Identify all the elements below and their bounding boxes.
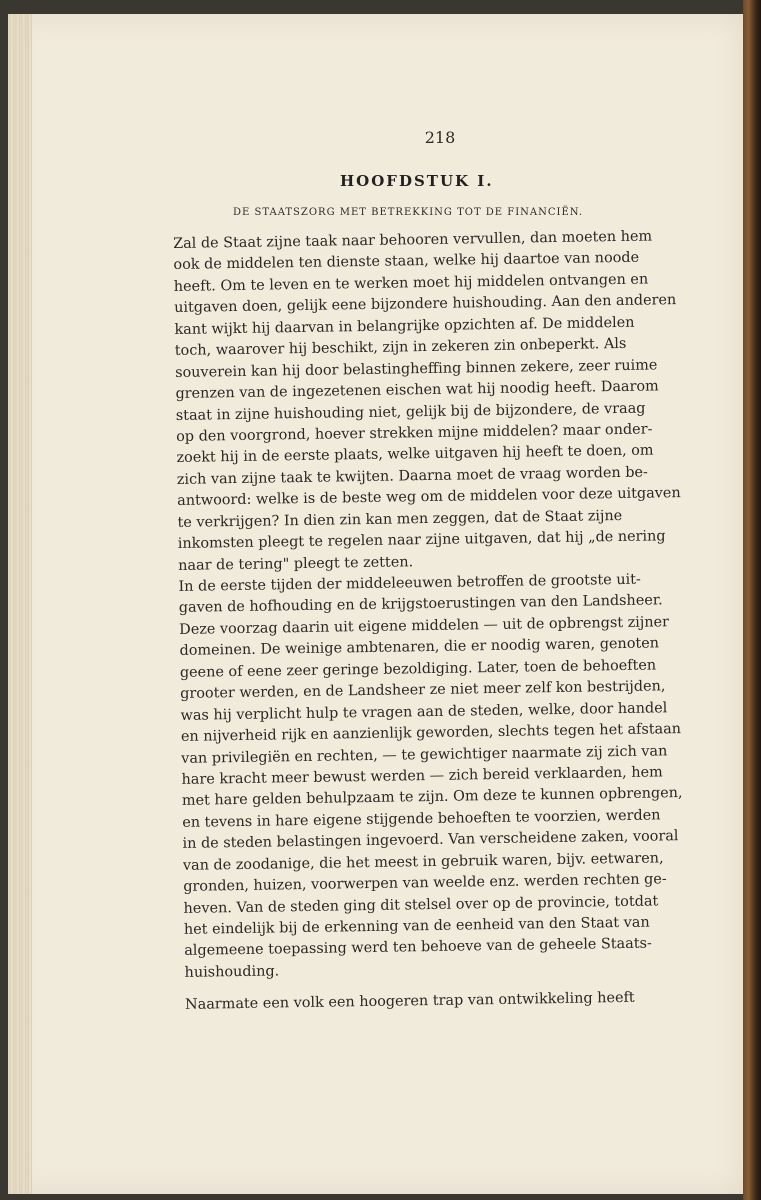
text-line: te verkrijgen? In dien zin kan men zeggen, dat de Staat zijne [177, 507, 623, 531]
page-number: 218 [424, 128, 456, 147]
text-line: op den voorgrond, hoever strekken mijne middelen? maar onder- [176, 421, 653, 445]
text-line: Deze voorzag daarin uit eigene middelen — uit de opbrengst zijner [179, 614, 670, 638]
text-line: gronden, huizen, voorwerpen van weelde enz. werden rechten ge- [183, 871, 667, 896]
text-line: grenzen van de ingezetenen eischen wat hij noodig heeft. Daarom [175, 378, 659, 403]
text-line: algemeene toepassing werd ten behoeve van de geheele Staats- [184, 936, 652, 960]
text-line: uitgaven doen, gelijk eene bijzondere huishouding. Aan den anderen [174, 292, 677, 317]
text-line: en tevens in hare eigene stijgende behoeften te voorzien, werden [182, 807, 661, 831]
text-line: staat in zijne huishouding niet, gelijk bij de bijzondere, de vraag [175, 400, 646, 424]
text-line: ook de middelen ten dienste staan, welke hij daartoe van noode [173, 250, 640, 274]
text-line: was hij verplicht hulp te vragen aan de steden, welke, door handel [180, 699, 668, 724]
text-line: hare kracht meer bewust werden — zich bereid verklaarden, hem [181, 764, 663, 788]
text-line: van privilegiën en rechten, — te gewichtiger naarmate zij zich van [181, 742, 668, 767]
binding-gutter [8, 14, 32, 1194]
chapter-title: HOOFDSTUK I. [340, 172, 494, 190]
text-line: het eindelijk bij de erkenning van de eenheid van den Staat van [183, 914, 650, 938]
text-line: huishouding. [184, 963, 280, 981]
text-line: heven. Van de steden ging dit stelsel over op de provincie, totdat [183, 893, 659, 917]
text-line: grooter werden, en de Landsheer ze niet meer zelf kon bestrijden, [180, 678, 666, 703]
text-line: zoekt hij in de eerste plaats, welke uitgaven hij heeft te doen, om [176, 442, 654, 467]
text-line: Naarmate een volk een hoogeren trap van ontwikkeling heeft [184, 990, 635, 1014]
book-cover-edge [743, 0, 761, 1200]
text-line: toch, waarover hij beschikt, zijn in zekeren zin onbeperkt. Als [174, 336, 627, 360]
text-line: heeft. Om te leven en te werken moet hij middelen ontvangen en [173, 271, 649, 295]
chapter-subtitle: DE STAATSZORG MET BETREKKING TOT DE FINANCIËN. [233, 207, 584, 218]
text-line: Zal de Staat zijne taak naar behooren vervullen, dan moeten hem [173, 228, 653, 252]
text-line: naar de tering" pleegt te zetten. [178, 553, 414, 574]
text-line: met hare gelden behulpzaam te zijn. Om deze te kunnen opbrengen, [181, 785, 683, 810]
text-line: domeinen. De weinige ambtenaren, die er noodig waren, genoten [179, 635, 660, 660]
text-line: antwoord: welke is de beste weg om de middelen voor deze uitgaven [177, 485, 681, 510]
text-line: In de eerste tijden der middeleeuwen betroffen de grootste uit- [178, 571, 641, 595]
text-line: en nijverheid rijk en aanzienlijk geworden, slechts tegen het afstaan [180, 721, 682, 745]
text-line: gaven de hofhouding en de krijgstoerustingen van den Landsheer. [178, 592, 663, 617]
text-line: kant wijkt hij daarvan in belangrijke opzichten af. De middelen [174, 314, 635, 338]
body-text [173, 226, 725, 1017]
text-line: in de steden belastingen ingevoerd. Van verscheidene zaken, vooral [182, 828, 679, 853]
text-line: van de zoodanige, die het meest in gebruik waren, bijv. eetwaren, [182, 850, 664, 874]
text-line: zich van zijne taak te kwijten. Daarna moet de vraag worden be- [176, 464, 648, 488]
text-line: geene of eene zeer geringe bezoldiging. Later, toen de behoeften [179, 657, 657, 681]
text-line: souverein kan hij door belastingheffing binnen zekere, zeer ruime [175, 357, 658, 381]
text-line: inkomsten pleegt te regelen naar zijne uitgaven, dat hij „de nering [177, 528, 666, 553]
